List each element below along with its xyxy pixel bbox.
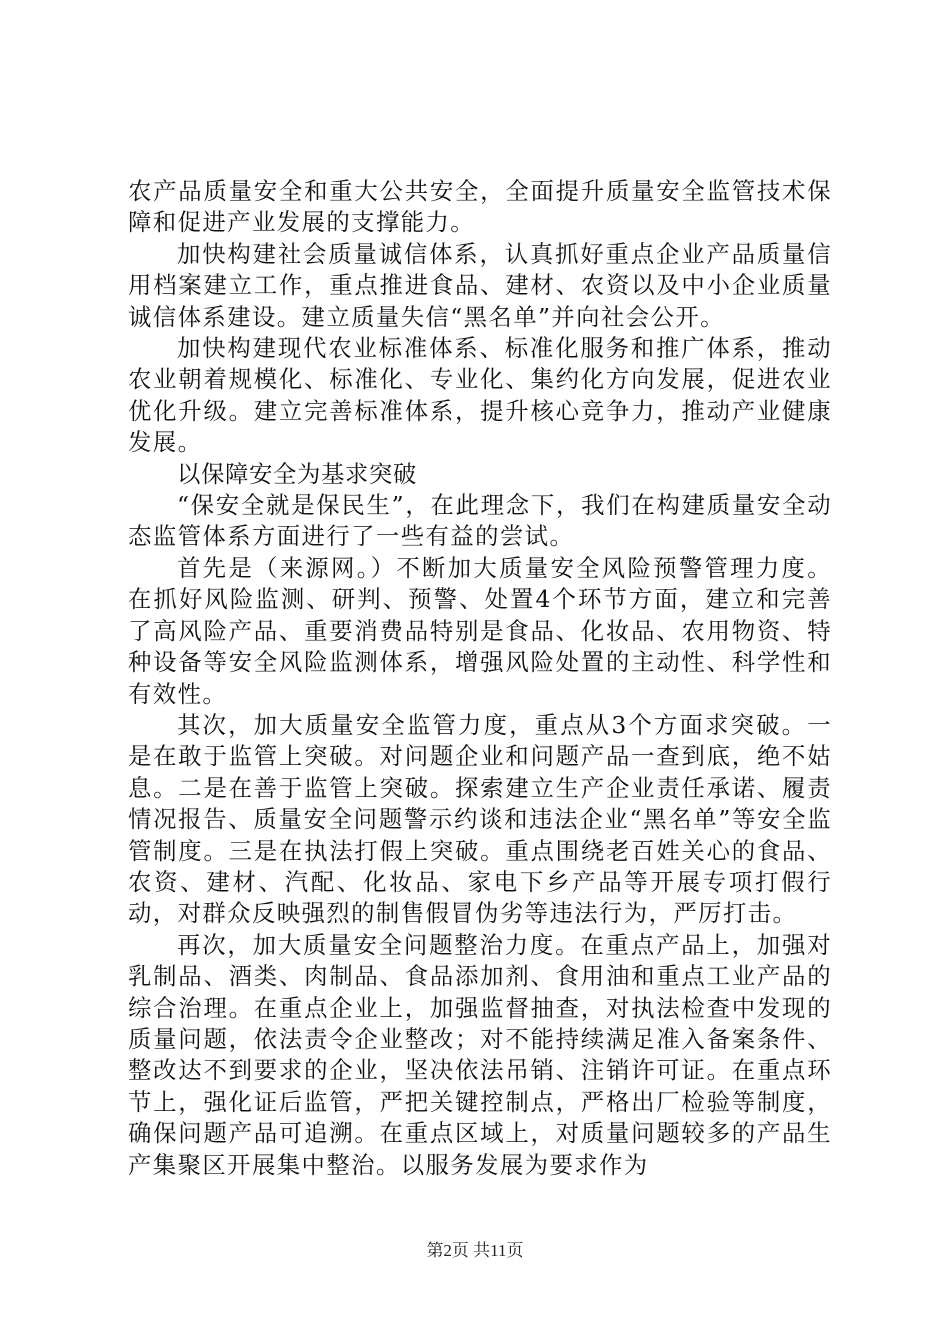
paragraph-third-measure: 再次，加大质量安全问题整治力度。在重点产品上，加强对乳制品、酒类、肉制品、食品添加剂、食用油和重点工业产品的综合治理。在重点企业上，加强监督抽查，对执法检查中发现的质量问题，依法责令企业整改；对不能持续满足准入备案条件、整改达不到要求的企业，坚决依法吊销、注销许可证。在重点环节上，强化证后监管，严把关键控制点，严格出厂检验等制度，确保问题产品可追溯。在重点区域上，对质量问题较多的产品生产集聚区开展集中整治。以服务发展为要求作为 [128,930,832,1179]
document-body [128,176,832,1181]
paragraph-safety-concept: “保安全就是保民生”，在此理念下，我们在构建质量安全动态监管体系方面进行了一些有益的尝试。 [128,491,832,551]
paragraph-agriculture-standards: 加快构建现代农业标准体系、标准化服务和推广体系，推动农业朝着规模化、标准化、专业化、集约化方向发展，促进农业优化升级。建立完善标准体系，提升核心竞争力，推动产业健康发展。 [128,334,832,457]
paragraph-second-measure: 其次，加大质量安全监管力度，重点从3个方面求突破。一是在敢于监管上突破。对问题企业和问题产品一查到底，绝不姑息。二是在善于监管上突破。探索建立生产企业责任承诺、履责情况报告、质量安全问题警示约谈和违法企业“黑名单”等安全监管制度。三是在执法打假上突破。重点围绕老百姓关心的食品、农资、建材、汽配、化妆品、家电下乡产品等开展专项打假行动，对群众反映强烈的制售假冒伪劣等违法行为，严厉打击。 [128,710,832,928]
section-heading: 以保障安全为基求突破 [177,459,417,488]
paragraph-first-measure: 首先是（来源网。）不断加大质量安全风险预警管理力度。在抓好风险监测、研判、预警、处置4个环节方面，建立和完善了高风险产品、重要消费品特别是食品、化妆品、农用物资、特种设备等安全风险监测体系，增强风险处置的主动性、科学性和有效性。 [128,553,832,708]
page-number-footer: 第2页 共11页 [426,1241,524,1260]
paragraph-continuation: 农产品质量安全和重大公共安全，全面提升质量安全监管技术保障和促进产业发展的支撑能力。 [128,177,832,237]
paragraph-credit-system: 加快构建社会质量诚信体系，认真抓好重点企业产品质量信用档案建立工作，重点推进食品、建材、农资以及中小企业质量诚信体系建设。建立质量失信“黑名单”并向社会公开。 [128,239,832,331]
